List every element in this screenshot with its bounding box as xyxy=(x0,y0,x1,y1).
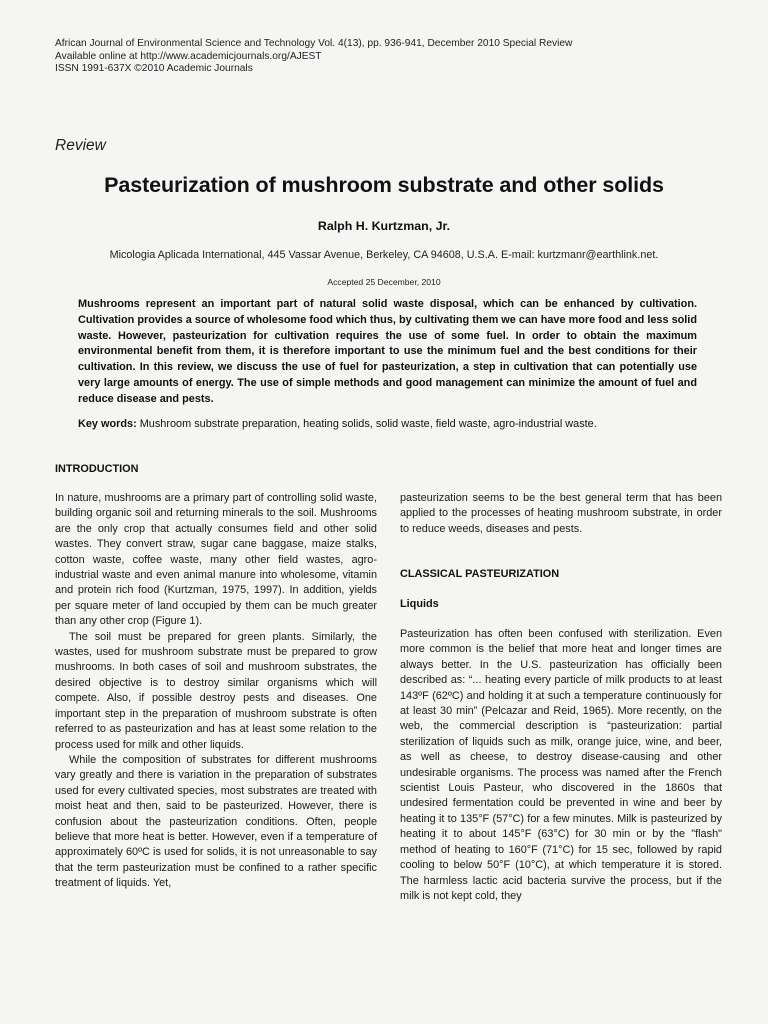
article-title: Pasteurization of mushroom substrate and other solids xyxy=(104,173,664,197)
right-column-continued xyxy=(400,627,722,904)
body-paragraph: The soil must be prepared for green plants. Similarly, the wastes, used for mushroom substrate must be prepared to grow mushrooms. In both cases of soil and mushroom substrates, the desired objective is to destroy similar organisms which will compete. Also, if possible destroy pests and diseases. One important step in the preparation of mushroom substrate is often referred to as pasteurization and has at least some relation to the process used for milk and other liquids. xyxy=(55,630,377,751)
body-paragraph: In nature, mushrooms are a primary part of controlling solid waste, building organic soil and returning minerals to the soil. Mushrooms are the only crop that actually consumes field and other solid wastes. They convert straw, sugar cane baggase, maize stalks, cotton waste, coffee waste, many other field wastes, agro-industrial waste and even animal manure into wholesome, vitamin and protein rich food (Kurtzman, 1975, 1997). In addition, yields per square meter of land occupied by them can be much greater than any other crop (Figure 1). xyxy=(55,492,377,628)
keywords-text: Mushroom substrate preparation, heating solids, solid waste, field waste, agro-industrial waste. xyxy=(136,418,597,430)
keywords xyxy=(78,418,718,430)
body-paragraph: pasteurization seems to be the best general term that has been applied to the processes of heating mushroom substrate, in order to reduce weeds, diseases and pests. xyxy=(400,492,722,535)
subsection-heading-liquids: Liquids xyxy=(400,598,439,610)
journal-url: Available online at http://www.academicjournals.org/AJEST xyxy=(55,50,322,62)
section-heading-introduction: INTRODUCTION xyxy=(55,463,139,475)
journal-issn: ISSN 1991-637X ©2010 Academic Journals xyxy=(55,63,253,75)
accepted-date: Accepted 25 December, 2010 xyxy=(327,277,441,287)
journal-citation: African Journal of Environmental Science and Technology Vol. 4(13), pp. 936-941, December 2010 Special Review xyxy=(55,38,573,49)
abstract: Mushrooms represent an important part of natural solid waste disposal, which can be enhanced by cultivation. Cultivation provides a source of wholesome food which thus, by cultivating them we can have more food and less solid waste. However, pasteurization for cultivation requires the use of some fuel. In order to obtain the maximum environmental benefit from them, it is therefore important to use the minimum fuel and the best conditions for their cultivation. In this review, we discuss the use of fuel for pasteurization, a step in cultivation that can potentially use very large amounts of energy. The use of simple methods and good management can minimize the amount of fuel and reduce disease and pests. xyxy=(78,298,697,405)
journal-header xyxy=(55,38,572,76)
section-heading-classical-pasteurization: CLASSICAL PASTEURIZATION xyxy=(400,568,560,580)
left-column xyxy=(55,491,377,892)
body-paragraph: While the composition of substrates for different mushrooms vary greatly and there is variation in the preparation of substrates used for every cultivated species, most substrates are treated with moist heat and then, said to be pasteurized. However, there is confusion about the pasteurization conditions. Often, people believe that more heat is better. However, even if a temperature of approximately 60ºC is used for solids, it is not unreasonable to say that the term pasteurization must be confined to a rather specific treatment of liquids. Yet, xyxy=(55,753,377,890)
keywords-label: Key words: xyxy=(78,418,137,430)
article-author: Ralph H. Kurtzman, Jr. xyxy=(317,219,451,233)
body-paragraph: Pasteurization has often been confused with sterilization. Even more common is the belief that more heat and longer times are always better. In the U.S. pasteurization has officially been described as: “... heating every particle of milk products to at least 143ºF (62ºC) and holding it at such a temperature continuously for at least 30 min” (Pelcazar and Reid, 1965). More recently, on the web, the commercial description is “pasteurization: partial sterilization of liquids such as milk, orange juice, wine, and beer, as well as cheese, to destroy disease-causing and other undesirable organisms. The process was named after the French scientist Louis Pasteur, who discovered in the 1860s that undesired fermentation could be prevented in wine and beer by heating it to 135°F (57°C) for a few minutes. Milk is pasteurized by heating it to about 145°F (63°C) for 30 min or by the "flash" method of heating to 160°F (71°C) for 15 sec, followed by rapid cooling to below 50°F (10°C), at which temperature it is stored. The harmless lactic acid bacteria survive the process, but if the milk is not kept cold, they xyxy=(400,628,722,902)
article-type: Review xyxy=(55,137,106,154)
author-affiliation: Micologia Aplicada International, 445 Vassar Avenue, Berkeley, CA 94608, U.S.A. E-mail: kurtzmanr@earthlink.net. xyxy=(109,249,659,261)
right-column xyxy=(400,491,722,537)
